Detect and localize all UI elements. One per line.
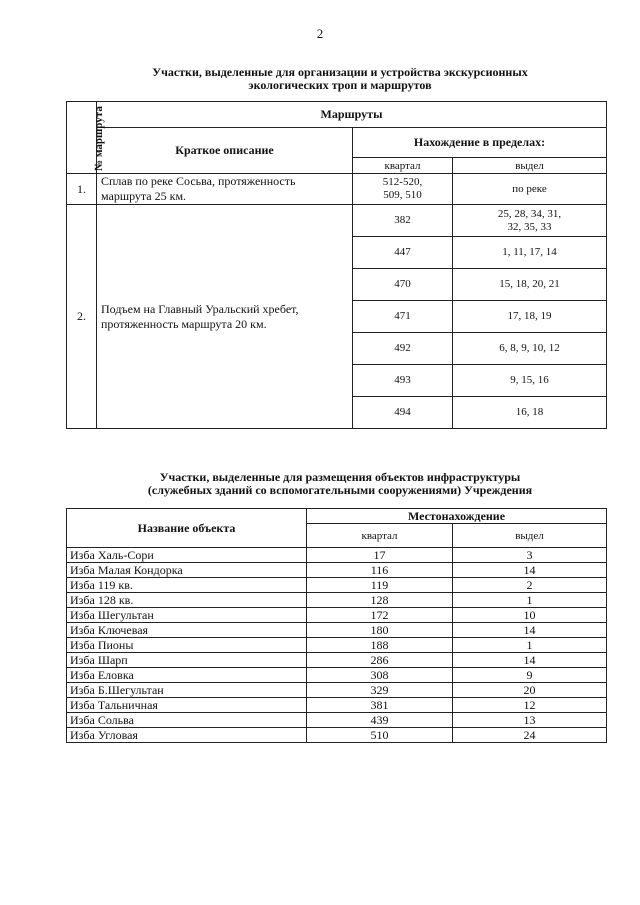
route-kvartal: 494 bbox=[353, 397, 453, 429]
object-kvartal: 188 bbox=[307, 638, 453, 653]
object-vydel: 10 bbox=[453, 608, 607, 623]
table-header-row bbox=[67, 102, 607, 128]
route-kvartal: 492 bbox=[353, 333, 453, 365]
table-row bbox=[67, 728, 607, 743]
header-location: Нахождение в пределах: bbox=[353, 128, 607, 158]
table-row bbox=[67, 638, 607, 653]
route-vydel-line: 32, 35, 33 bbox=[507, 220, 552, 233]
object-vydel: 1 bbox=[453, 638, 607, 653]
section-title-infrastructure bbox=[0, 471, 640, 497]
object-kvartal: 286 bbox=[307, 653, 453, 668]
object-name: Изба 119 кв. bbox=[67, 578, 307, 593]
table-row bbox=[67, 653, 607, 668]
section-title-line: Участки, выделенные для размещения объектов инфраструктуры bbox=[159, 470, 521, 484]
object-name: Изба Малая Кондорка bbox=[67, 563, 307, 578]
route-description bbox=[97, 174, 353, 205]
route-vydel: 17, 18, 19 bbox=[453, 301, 607, 333]
header-description: Краткое описание bbox=[97, 128, 353, 174]
route-description-line: маршрута 25 км. bbox=[101, 189, 187, 203]
object-kvartal: 172 bbox=[307, 608, 453, 623]
object-kvartal: 128 bbox=[307, 593, 453, 608]
route-kvartal-line: 509, 510 bbox=[383, 189, 422, 201]
object-vydel: 2 bbox=[453, 578, 607, 593]
object-vydel: 9 bbox=[453, 668, 607, 683]
route-vydel: 1, 11, 17, 14 bbox=[453, 237, 607, 269]
table-row bbox=[67, 698, 607, 713]
header-location: Местонахождение bbox=[307, 509, 607, 524]
table-row bbox=[67, 608, 607, 623]
object-kvartal: 17 bbox=[307, 548, 453, 563]
table-row bbox=[67, 205, 607, 237]
object-name: Изба Тальничная bbox=[67, 698, 307, 713]
table-row bbox=[67, 593, 607, 608]
object-name: Изба Халь-Сори bbox=[67, 548, 307, 563]
route-vydel bbox=[453, 205, 607, 237]
route-number: 2. bbox=[67, 205, 97, 429]
object-name: Изба Б.Шегультан bbox=[67, 683, 307, 698]
route-number: 1. bbox=[67, 174, 97, 205]
object-vydel: 1 bbox=[453, 593, 607, 608]
route-vydel: 16, 18 bbox=[453, 397, 607, 429]
page-number: 2 bbox=[316, 26, 324, 41]
object-vydel: 3 bbox=[453, 548, 607, 563]
infrastructure-table bbox=[66, 508, 607, 743]
header-object-name: Название объекта bbox=[67, 509, 307, 548]
object-kvartal: 439 bbox=[307, 713, 453, 728]
object-kvartal: 119 bbox=[307, 578, 453, 593]
table-row bbox=[67, 683, 607, 698]
table-row bbox=[67, 563, 607, 578]
header-route-number bbox=[67, 102, 105, 174]
route-vydel: 6, 8, 9, 10, 12 bbox=[453, 333, 607, 365]
route-kvartal: 470 bbox=[353, 269, 453, 301]
header-routes: Маршруты bbox=[97, 102, 607, 128]
table-row bbox=[67, 668, 607, 683]
route-kvartal: 447 bbox=[353, 237, 453, 269]
object-vydel: 13 bbox=[453, 713, 607, 728]
object-kvartal: 381 bbox=[307, 698, 453, 713]
object-vydel: 20 bbox=[453, 683, 607, 698]
object-name: Изба Еловка bbox=[67, 668, 307, 683]
header-vydel: выдел bbox=[453, 158, 607, 174]
object-name: Изба Угловая bbox=[67, 728, 307, 743]
table-row bbox=[67, 548, 607, 563]
section-title-line: (служебных зданий со вспомогательными сооружениями) Учреждения bbox=[147, 483, 533, 497]
header-vydel: выдел bbox=[453, 524, 607, 548]
routes-table bbox=[66, 101, 607, 429]
object-kvartal: 180 bbox=[307, 623, 453, 638]
table-header-row bbox=[67, 509, 607, 524]
route-description-line: Сплав по реке Сосьва, протяженность bbox=[101, 174, 296, 188]
header-route-number-label: № маршрута bbox=[92, 106, 105, 171]
object-name: Изба Пионы bbox=[67, 638, 307, 653]
route-kvartal-line: 512-520, bbox=[382, 176, 423, 188]
route-vydel-line: 25, 28, 34, 31, bbox=[497, 207, 562, 220]
object-name: Изба Шарп bbox=[67, 653, 307, 668]
route-kvartal: 493 bbox=[353, 365, 453, 397]
object-name: Изба Ключевая bbox=[67, 623, 307, 638]
route-vydel: 9, 15, 16 bbox=[453, 365, 607, 397]
table-row bbox=[67, 713, 607, 728]
object-name: Изба Сольва bbox=[67, 713, 307, 728]
object-vydel: 14 bbox=[453, 623, 607, 638]
route-kvartal bbox=[353, 174, 453, 205]
route-vydel: по реке bbox=[453, 174, 607, 205]
header-kvartal: квартал bbox=[307, 524, 453, 548]
route-kvartal: 471 bbox=[353, 301, 453, 333]
object-vydel: 14 bbox=[453, 563, 607, 578]
header-kvartal: квартал bbox=[353, 158, 453, 174]
object-kvartal: 510 bbox=[307, 728, 453, 743]
table-row bbox=[67, 623, 607, 638]
object-kvartal: 329 bbox=[307, 683, 453, 698]
route-kvartal: 382 bbox=[353, 205, 453, 237]
table-row bbox=[67, 578, 607, 593]
section-title-line: Участки, выделенные для организации и устройства экскурсионных bbox=[152, 65, 528, 79]
object-vydel: 14 bbox=[453, 653, 607, 668]
object-vydel: 24 bbox=[453, 728, 607, 743]
route-description bbox=[97, 205, 353, 429]
object-name: Изба Шегультан bbox=[67, 608, 307, 623]
object-kvartal: 116 bbox=[307, 563, 453, 578]
section-title-line: экологических троп и маршрутов bbox=[248, 78, 432, 92]
object-name: Изба 128 кв. bbox=[67, 593, 307, 608]
route-description-line: протяженность маршрута 20 км. bbox=[101, 316, 267, 331]
route-vydel: 15, 18, 20, 21 bbox=[453, 269, 607, 301]
route-description-line: Подъем на Главный Уральский хребет, bbox=[101, 301, 299, 316]
table-header-row bbox=[67, 128, 607, 158]
section-title-routes bbox=[0, 66, 640, 92]
object-kvartal: 308 bbox=[307, 668, 453, 683]
object-vydel: 12 bbox=[453, 698, 607, 713]
table-row bbox=[67, 174, 607, 205]
